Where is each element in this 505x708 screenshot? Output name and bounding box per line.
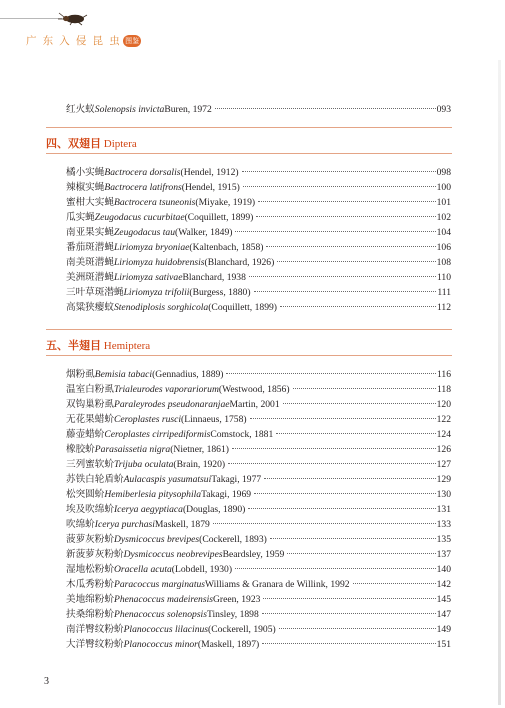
section-latin: Hemiptera bbox=[103, 340, 151, 352]
entry-authority: (Miyake, 1919) bbox=[195, 197, 256, 208]
entry-page: 129 bbox=[436, 474, 451, 485]
entry-chinese-name: 美地绵粉蚧 bbox=[66, 594, 114, 605]
entry-leader bbox=[256, 216, 435, 217]
entry-species: Planococcus minor bbox=[123, 639, 198, 650]
entry-authority: (Linnaeus, 1758) bbox=[181, 414, 247, 425]
entry-species: Zeugodacus tau bbox=[113, 227, 175, 238]
entry-page: 137 bbox=[436, 549, 451, 560]
entry-leader bbox=[276, 433, 435, 434]
entry-chinese-name: 辣椒实蝇 bbox=[66, 182, 105, 193]
entry-authority: (Westwood, 1856) bbox=[218, 384, 290, 395]
entry-chinese-name: 藤壶蜡蚧 bbox=[66, 429, 105, 440]
section-latin: Diptera bbox=[103, 138, 137, 150]
toc-entry[interactable] bbox=[66, 473, 451, 487]
entry-chinese-name: 三列蜜软蚧 bbox=[66, 459, 114, 470]
toc-entry[interactable] bbox=[66, 608, 451, 622]
entry-leader bbox=[226, 373, 435, 374]
entry-species: Dysmicoccus brevipes bbox=[113, 534, 200, 545]
entry-chinese-name: 扶桑绵粉蚧 bbox=[66, 609, 114, 620]
entry-authority: (Cockerell, 1905) bbox=[208, 624, 276, 635]
toc-entry[interactable] bbox=[66, 286, 451, 300]
entry-species: Liriomyza sativae bbox=[113, 272, 183, 283]
section-heading-diptera bbox=[46, 135, 137, 151]
entry-chinese-name: 高粱狭瘿蚊 bbox=[66, 302, 114, 313]
entry-species: Icerya aegyptiaca bbox=[113, 504, 183, 515]
toc-entry[interactable] bbox=[66, 241, 451, 255]
entry-species: Phenacoccus madeirensis bbox=[113, 594, 213, 605]
entry-species: Planococcus lilacinus bbox=[123, 624, 209, 635]
entry-authority: Blanchard, 1938 bbox=[182, 272, 246, 283]
entry-species: Aulacaspis yasumatsui bbox=[123, 474, 212, 485]
entry-species: Trialeurodes vaporariorum bbox=[113, 384, 219, 395]
entry-chinese-name: 双钩巢粉虱 bbox=[66, 399, 114, 410]
toc-entry[interactable] bbox=[66, 181, 451, 195]
toc-entry[interactable] bbox=[66, 638, 451, 652]
entry-page: 100 bbox=[436, 182, 451, 193]
entry-chinese-name: 无花果蜡蚧 bbox=[66, 414, 114, 425]
entry-leader bbox=[353, 583, 436, 584]
entry-species: Oracella acuta bbox=[113, 564, 172, 575]
entry-species: Liriomyza huidobrensis bbox=[113, 257, 205, 268]
entry-leader bbox=[243, 186, 436, 187]
entry-leader bbox=[235, 231, 435, 232]
entry-chinese-name: 番茄斑潜蝇 bbox=[66, 242, 114, 253]
entry-leader bbox=[277, 261, 435, 262]
entry-authority: Williams & Granara de Willink, 1992 bbox=[205, 579, 350, 590]
entry-species: Ceroplastes rusci bbox=[113, 414, 182, 425]
entry-species: Liriomyza trifolii bbox=[123, 287, 190, 298]
entry-page: 124 bbox=[436, 429, 451, 440]
entry-authority: (Gennadius, 1889) bbox=[152, 369, 224, 380]
entry-page: 130 bbox=[436, 489, 451, 500]
page-number: 3 bbox=[44, 676, 49, 687]
section-divider-top bbox=[46, 127, 452, 128]
entry-authority: (Brain, 1920) bbox=[173, 459, 226, 470]
entry-chinese-name: 松突圆蚧 bbox=[66, 489, 105, 500]
entry-page: 118 bbox=[436, 384, 451, 395]
entry-leader bbox=[287, 553, 435, 554]
entry-authority: (Cockerell, 1893) bbox=[199, 534, 267, 545]
entry-species: Bactrocera tsuneonis bbox=[113, 197, 196, 208]
entry-chinese-name: 大洋臀纹粉蚧 bbox=[66, 639, 124, 650]
entry-page: 120 bbox=[436, 399, 451, 410]
section-divider-bottom bbox=[46, 153, 452, 154]
entry-species: Parasaissetia nigra bbox=[94, 444, 171, 455]
entry-authority: (Blanchard, 1926) bbox=[204, 257, 275, 268]
toc-entry[interactable] bbox=[66, 103, 451, 117]
entry-leader bbox=[258, 201, 436, 202]
entry-page: 135 bbox=[436, 534, 451, 545]
section-divider-top bbox=[46, 329, 452, 330]
entry-chinese-name: 南亚果实蝇 bbox=[66, 227, 114, 238]
entry-page: 127 bbox=[436, 459, 451, 470]
entry-page: 112 bbox=[436, 302, 451, 313]
entry-species: Dysmicoccus neobrevipes bbox=[123, 549, 223, 560]
section-divider-bottom bbox=[46, 355, 452, 356]
entry-authority: Buren, 1972 bbox=[164, 104, 212, 115]
entry-chinese-name: 烟粉虱 bbox=[66, 369, 95, 380]
entry-authority: Takagi, 1969 bbox=[201, 489, 252, 500]
entry-authority: (Nietner, 1861) bbox=[170, 444, 229, 455]
entry-leader bbox=[228, 463, 436, 464]
entry-page: 147 bbox=[436, 609, 451, 620]
entry-leader bbox=[248, 508, 435, 509]
entry-leader bbox=[266, 246, 435, 247]
toc-entry[interactable] bbox=[66, 166, 451, 180]
toc-entry[interactable] bbox=[66, 428, 451, 442]
entry-page: 116 bbox=[436, 369, 451, 380]
entry-authority: (Hendel, 1912) bbox=[180, 167, 239, 178]
entry-chinese-name: 橘小实蝇 bbox=[66, 167, 105, 178]
entry-chinese-name: 湿地松粉蚧 bbox=[66, 564, 114, 575]
entry-chinese-name: 红火蚁 bbox=[66, 104, 95, 115]
entry-leader bbox=[249, 276, 436, 277]
entry-leader bbox=[280, 306, 436, 307]
entry-page: 151 bbox=[436, 639, 451, 650]
entry-page: 126 bbox=[436, 444, 451, 455]
brand-text: 广 东 入 侵 昆 虫 bbox=[26, 35, 122, 47]
entry-page: 149 bbox=[436, 624, 451, 635]
entry-authority: Maskell, 1879 bbox=[154, 519, 210, 530]
entry-leader bbox=[215, 108, 436, 109]
toc-entry[interactable] bbox=[66, 533, 451, 547]
entry-page: 110 bbox=[436, 272, 451, 283]
toc-entry[interactable] bbox=[66, 578, 451, 592]
toc-entry[interactable] bbox=[66, 548, 451, 562]
toc-entry[interactable] bbox=[66, 211, 451, 225]
entry-page: 098 bbox=[436, 167, 451, 178]
entry-authority: (Coquillett, 1899) bbox=[184, 212, 254, 223]
entry-species: Phenacoccus solenopsis bbox=[113, 609, 207, 620]
entry-species: Solenopsis invicta bbox=[94, 104, 165, 115]
toc-entry[interactable] bbox=[66, 301, 451, 315]
entry-page: 093 bbox=[436, 104, 451, 115]
entry-chinese-name: 南洋臀纹粉蚧 bbox=[66, 624, 124, 635]
entry-leader bbox=[293, 388, 436, 389]
entry-species: Stenodiplosis sorghicola bbox=[113, 302, 209, 313]
toc-entry[interactable] bbox=[66, 458, 451, 472]
entry-chinese-name: 新菠萝灰粉蚧 bbox=[66, 549, 124, 560]
entry-species: Trijuba oculata bbox=[113, 459, 174, 470]
entry-chinese-name: 蜜柑大实蝇 bbox=[66, 197, 114, 208]
entry-chinese-name: 菠萝灰粉蚧 bbox=[66, 534, 114, 545]
entry-page: 133 bbox=[436, 519, 451, 530]
toc-entry[interactable] bbox=[66, 443, 451, 457]
toc-entry[interactable] bbox=[66, 368, 451, 382]
entry-authority: (Douglas, 1890) bbox=[182, 504, 246, 515]
entry-authority: (Burgess, 1880) bbox=[189, 287, 251, 298]
toc-entry[interactable] bbox=[66, 623, 451, 637]
entry-page: 104 bbox=[436, 227, 451, 238]
toc-entry[interactable] bbox=[66, 413, 451, 427]
entry-species: Bactrocera latifrons bbox=[104, 182, 182, 193]
brand-badge: 图鉴 bbox=[125, 37, 140, 45]
entry-chinese-name: 埃及吹绵蚧 bbox=[66, 504, 114, 515]
entry-page: 102 bbox=[436, 212, 451, 223]
entry-page: 140 bbox=[436, 564, 451, 575]
toc-entry[interactable] bbox=[66, 593, 451, 607]
entry-page: 122 bbox=[436, 414, 451, 425]
entry-authority: Beardsley, 1959 bbox=[222, 549, 285, 560]
entry-leader bbox=[283, 403, 436, 404]
entry-authority: (Kaltenbach, 1858) bbox=[189, 242, 264, 253]
entry-species: Bactrocera dorsalis bbox=[104, 167, 181, 178]
toc-entry[interactable] bbox=[66, 383, 451, 397]
toc-entry[interactable] bbox=[66, 488, 451, 502]
entry-species: Paracoccus marginatus bbox=[113, 579, 206, 590]
entry-authority: Takagi, 1977 bbox=[211, 474, 262, 485]
entry-authority: Martin, 2001 bbox=[229, 399, 280, 410]
entry-species: Hemiberlesia pitysophila bbox=[104, 489, 202, 500]
entry-authority: Green, 1923 bbox=[213, 594, 261, 605]
entry-chinese-name: 橡胶蚧 bbox=[66, 444, 95, 455]
toc-entry[interactable] bbox=[66, 196, 451, 210]
entry-species: Icerya purchasi bbox=[94, 519, 155, 530]
entry-page: 142 bbox=[436, 579, 451, 590]
entry-chinese-name: 吹绵蚧 bbox=[66, 519, 95, 530]
entry-chinese-name: 瓜实蝇 bbox=[66, 212, 95, 223]
entry-page: 111 bbox=[437, 287, 451, 298]
entry-page: 101 bbox=[436, 197, 451, 208]
entry-chinese-name: 木瓜秀粉蚧 bbox=[66, 579, 114, 590]
entry-leader bbox=[250, 418, 436, 419]
entry-species: Bemisia tabaci bbox=[94, 369, 153, 380]
entry-species: Liriomyza bryoniae bbox=[113, 242, 190, 253]
toc-entry[interactable] bbox=[66, 563, 451, 577]
entry-chinese-name: 三叶草斑潜蝇 bbox=[66, 287, 124, 298]
toc-entry[interactable] bbox=[66, 518, 451, 532]
entry-authority: Tinsley, 1898 bbox=[206, 609, 259, 620]
entry-leader bbox=[279, 628, 436, 629]
entry-chinese-name: 苏铁白轮盾蚧 bbox=[66, 474, 124, 485]
entry-leader bbox=[270, 538, 436, 539]
entry-leader bbox=[263, 598, 435, 599]
entry-leader bbox=[254, 493, 436, 494]
entry-authority: Comstock, 1881 bbox=[210, 429, 274, 440]
entry-species: Zeugodacus cucurbitae bbox=[94, 212, 185, 223]
entry-leader bbox=[262, 613, 436, 614]
entry-page: 131 bbox=[436, 504, 451, 515]
entry-authority: (Coquillett, 1899) bbox=[208, 302, 277, 313]
entry-leader bbox=[264, 478, 435, 479]
entry-authority: (Hendel, 1915) bbox=[181, 182, 240, 193]
section-heading-hemiptera bbox=[46, 337, 150, 353]
entry-leader bbox=[254, 291, 437, 292]
entry-species: Paraleyrodes pseudonaranjae bbox=[113, 399, 230, 410]
entry-page: 108 bbox=[436, 257, 451, 268]
entry-leader bbox=[242, 171, 436, 172]
entry-chinese-name: 南美斑潜蝇 bbox=[66, 257, 114, 268]
entry-leader bbox=[232, 448, 436, 449]
entry-species: Ceroplastes cirripediformis bbox=[104, 429, 211, 440]
entry-authority: (Walker, 1849) bbox=[175, 227, 233, 238]
entry-chinese-name: 美洲斑潜蝇 bbox=[66, 272, 114, 283]
entry-authority: (Maskell, 1897) bbox=[197, 639, 260, 650]
toc-entry[interactable] bbox=[66, 271, 451, 285]
entry-page: 145 bbox=[436, 594, 451, 605]
entry-leader bbox=[262, 643, 435, 644]
toc-entry[interactable] bbox=[66, 226, 451, 240]
section-number: 五、半翅目 bbox=[46, 340, 101, 352]
entry-page: 106 bbox=[436, 242, 451, 253]
toc-entry[interactable] bbox=[66, 398, 451, 412]
section-number: 四、双翅目 bbox=[46, 138, 101, 150]
toc-entry[interactable] bbox=[66, 503, 451, 517]
entry-chinese-name: 温室白粉虱 bbox=[66, 384, 114, 395]
toc-entry[interactable] bbox=[66, 256, 451, 270]
entry-leader bbox=[235, 568, 436, 569]
entry-leader bbox=[213, 523, 436, 524]
entry-authority: (Lobdell, 1930) bbox=[171, 564, 233, 575]
